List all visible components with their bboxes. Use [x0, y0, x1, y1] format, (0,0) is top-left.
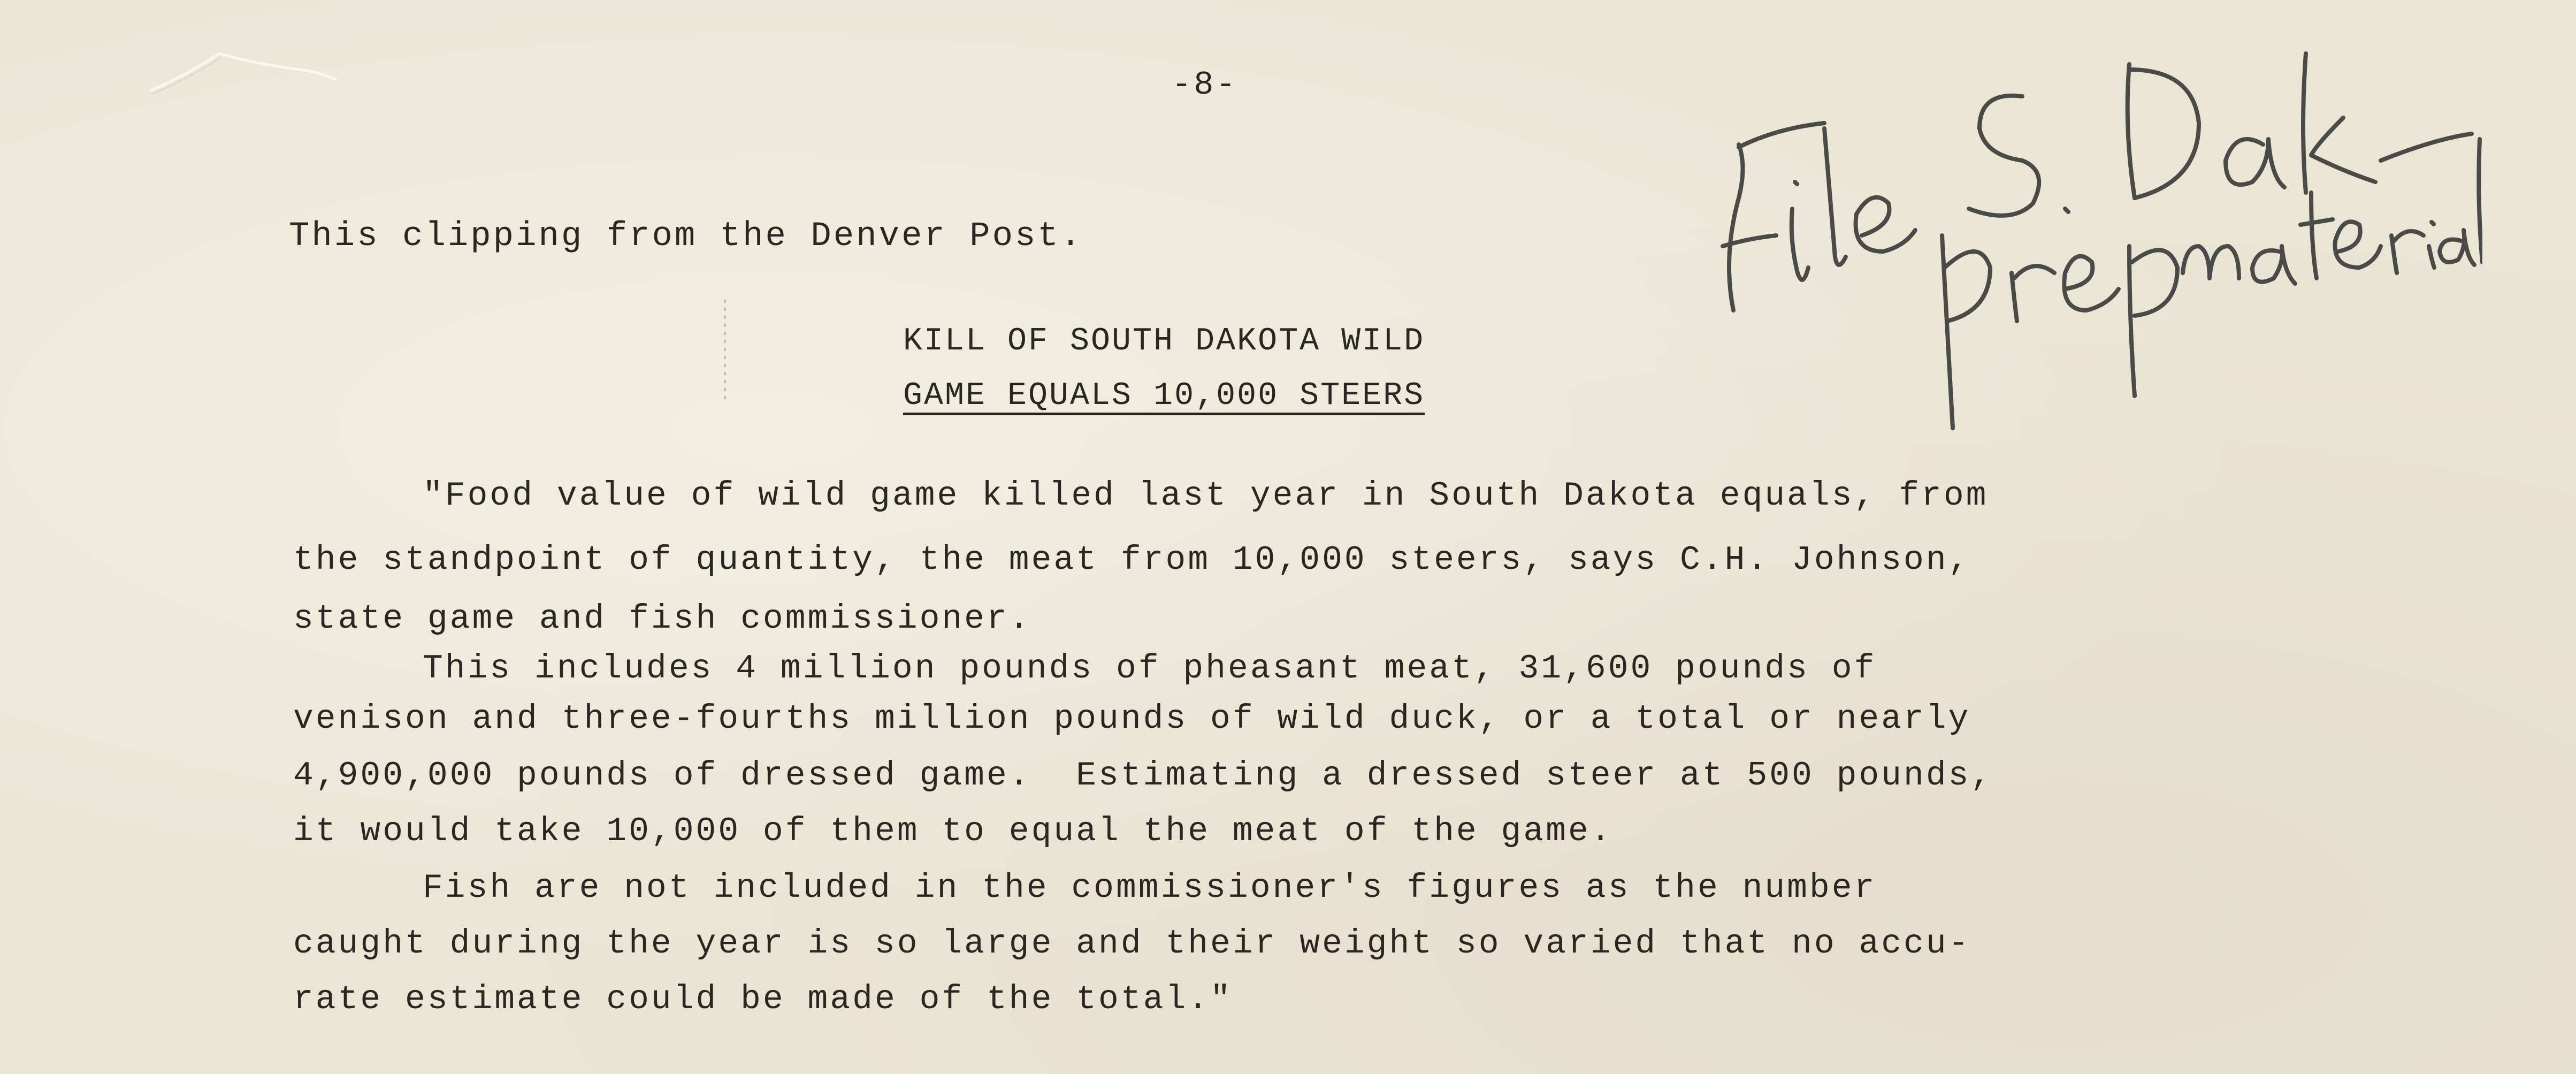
paragraph-3-line-2: caught during the year is so large and their weight so varied that no accu-	[293, 925, 1971, 963]
paragraph-3-line-1: Fish are not included in the commissioner's figures as the number	[423, 869, 1877, 907]
page-number: -8-	[1172, 66, 1238, 104]
paragraph-2-line-2: venison and three-fourths million pounds of wild duck, or a total or nearly	[293, 700, 1971, 738]
paragraph-2-line-3: 4,900,000 pounds of dressed game. Estimating a dressed steer at 500 pounds,	[293, 757, 1993, 795]
paragraph-2-line-1: This includes 4 million pounds of pheasant meat, 31,600 pounds of	[423, 650, 1877, 688]
paragraph-2-line-4: it would take 10,000 of them to equal the meat of the game.	[293, 812, 1613, 850]
headline-line-1: KILL OF SOUTH DAKOTA WILD	[903, 323, 1425, 360]
intro-line: This clipping from the Denver Post.	[289, 217, 1083, 256]
paper-crease	[139, 43, 342, 107]
ink-smudge	[720, 300, 730, 401]
paragraph-1-line-3: state game and fish commissioner.	[293, 600, 1031, 638]
paragraph-3-line-3: rate estimate could be made of the total."	[293, 980, 1233, 1018]
paragraph-1-line-1: "Food value of wild game killed last year in South Dakota equals, from	[423, 477, 1989, 515]
handwritten-annotation	[1701, 21, 2482, 482]
headline-line-2: GAME EQUALS 10,000 STEERS	[903, 378, 1425, 414]
paragraph-1-line-2: the standpoint of quantity, the meat from 10,000 steers, says C.H. Johnson,	[293, 541, 1971, 579]
